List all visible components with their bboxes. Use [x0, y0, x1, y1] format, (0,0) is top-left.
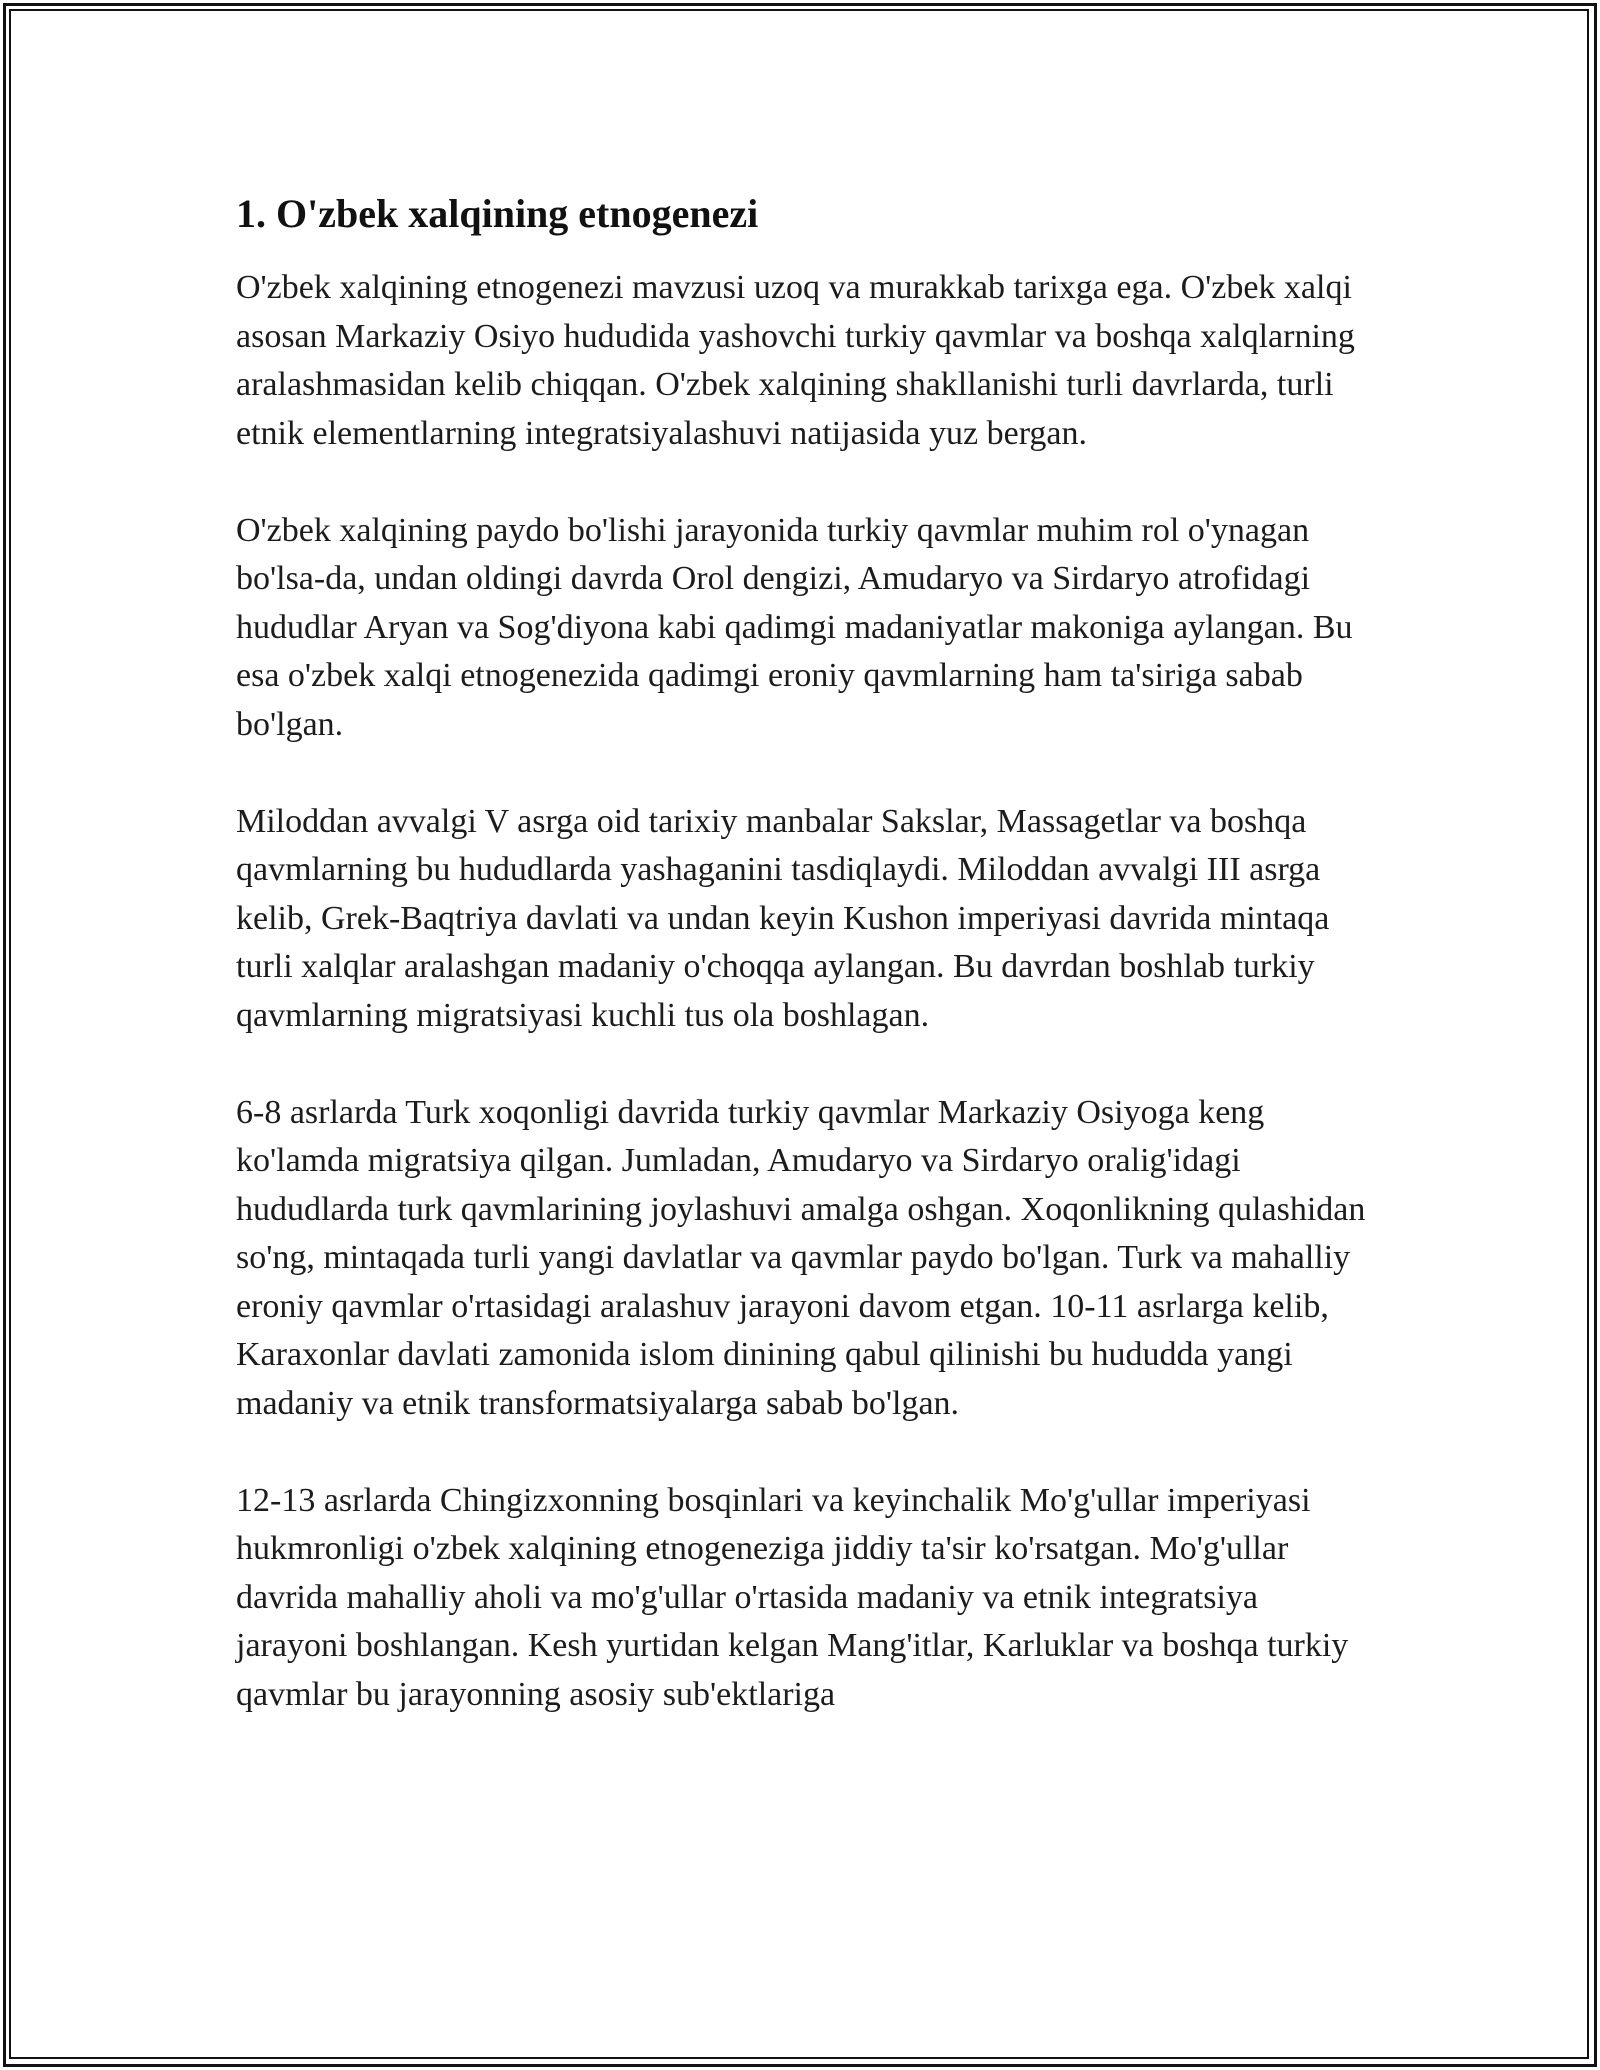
section-heading: 1. O'zbek xalqining etnogenezi	[236, 191, 759, 236]
paragraph-2: O'zbek xalqining paydo bo'lishi jarayonida turkiy qavmlar muhim rol o'ynagan bo'lsa-da, undan oldingi davrda Orol dengizi, Amudaryo va Sirdaryo atrofidagi hududlar Aryan va Sog'diyona kabi qadimgi madaniyatlar makoniga aylangan. Bu esa o'zbek xalqi etnogenezida qadimgi eroniy qavmlarning ham ta'siriga sabab bo'lgan.	[236, 511, 1353, 743]
paragraph-5: 12-13 asrlarda Chingizxonning bosqinlari va keyinchalik Mo'g'ullar imperiyasi hukmronligi o'zbek xalqining etnogeneziga jiddiy ta'sir ko'rsatgan. Mo'g'ullar davrida mahalliy aholi va mo'g'ullar o'rtasida madaniy va etnik integratsiya jarayoni boshlangan. Kesh yurtidan kelgan Mang'itlar, Karluklar va boshqa turkiy qavmlar bu jarayonning asosiy sub'ektlariga	[236, 1481, 1349, 1713]
paragraph-1: O'zbek xalqining etnogenezi mavzusi uzoq va murakkab tarixga ega. O'zbek xalqi asosan Markaziy Osiyo hududida yashovchi turkiy qavmlar va boshqa xalqlarning aralashmasidan kelib chiqqan. O'zbek xalqining shakllanishi turli davrlarda, turli etnik elementlarning integratsiyalashuvi natijasida yuz bergan.	[236, 269, 1355, 452]
paragraph-4: 6-8 asrlarda Turk xoqonligi davrida turkiy qavmlar Markaziy Osiyoga keng ko'lamda migratsiya qilgan. Jumladan, Amudaryo va Sirdaryo oralig'idagi hududlarda turk qavmlarining joylashuvi amalga oshgan. Xoqonlikning qulashidan so'ng, mintaqada turli yangi davlatlar va qavmlar paydo bo'lgan. Turk va mahalliy eroniy qavmlar o'rtasidagi aralashuv jarayoni davom etgan. 10-11 asrlarga kelib, Karaxonlar davlati zamonida islom dinining qabul qilinishi bu hududda yangi madaniy va etnik transformatsiyalarga sabab bo'lgan.	[236, 1093, 1366, 1422]
paragraph-3: Miloddan avvalgi V asrga oid tarixiy manbalar Sakslar, Massagetlar va boshqa qavmlarning bu hududlarda yashaganini tasdiqlaydi. Miloddan avvalgi III asrga kelib, Grek-Baqtriya davlati va undan keyin Kushon imperiyasi davrida mintaqa turli xalqlar aralashgan madaniy o'choqqa aylangan. Bu davrdan boshlab turkiy qavmlarning migratsiyasi kuchli tus ola boshlagan.	[236, 802, 1330, 1034]
document-body	[236, 186, 1376, 1768]
